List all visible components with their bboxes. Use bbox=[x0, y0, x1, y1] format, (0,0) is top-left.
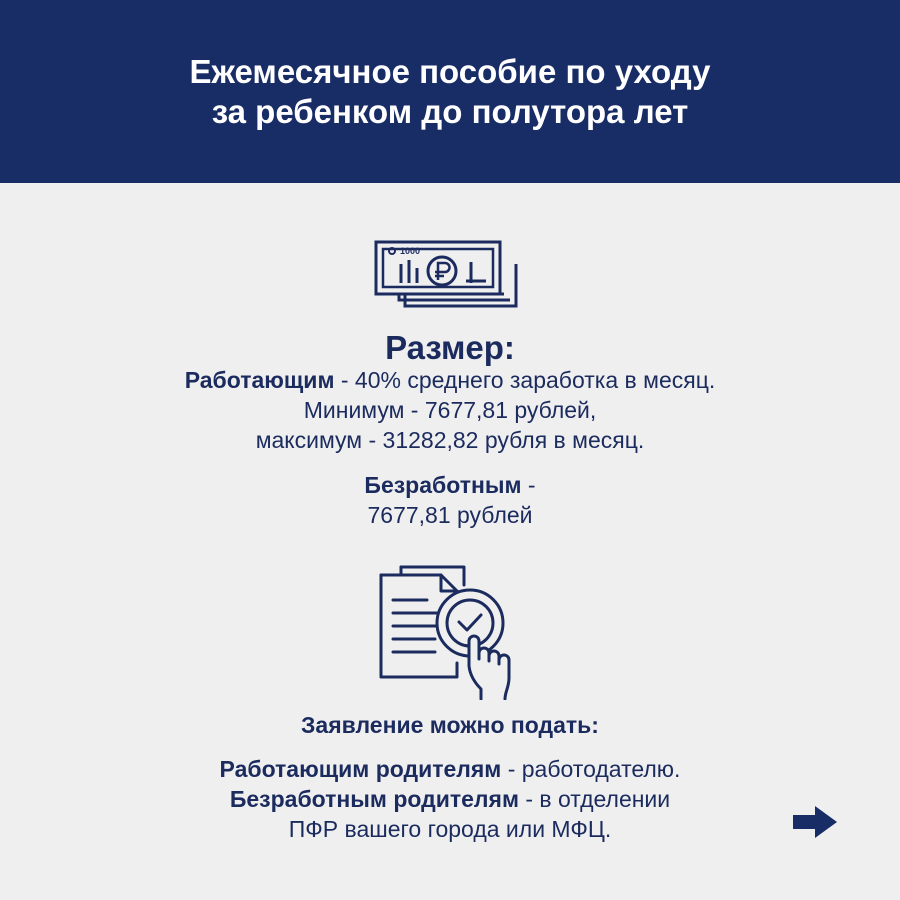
application-working-line bbox=[0, 754, 900, 784]
working-text: - 40% среднего заработка в месяц. bbox=[334, 367, 716, 393]
application-block bbox=[0, 754, 900, 844]
svg-text:1000: 1000 bbox=[400, 246, 421, 256]
header-banner bbox=[0, 0, 900, 183]
size-working-block bbox=[0, 365, 900, 455]
size-unemployed-value: 7677,81 рублей bbox=[367, 502, 533, 528]
working-parents-text: - работодателю. bbox=[501, 756, 681, 782]
unemployed-dash: - bbox=[521, 472, 536, 498]
arrow-right-icon[interactable] bbox=[793, 805, 837, 839]
unemployed-parents-text: - в отделении bbox=[518, 786, 671, 812]
size-min-line: Минимум - 7677,81 рублей, bbox=[303, 397, 597, 423]
working-parents-label: Работающим родителям bbox=[219, 756, 502, 782]
size-max-line: максимум - 31282,82 рубля в месяц. bbox=[255, 427, 645, 453]
unemployed-label: Безработным bbox=[364, 472, 522, 498]
size-unemployed-line bbox=[0, 470, 900, 500]
working-label: Работающим bbox=[184, 367, 335, 393]
unemployed-parents-label: Безработным родителям bbox=[229, 786, 519, 812]
document-check-hand-icon bbox=[377, 565, 525, 700]
size-unemployed-block bbox=[0, 470, 900, 530]
page-title-line-1: Ежемесячное пособие по уходу bbox=[189, 52, 711, 90]
size-working-line bbox=[0, 365, 900, 395]
page-title-line-2: за ребенком до полутора лет bbox=[211, 92, 689, 130]
application-unemployed-line bbox=[0, 784, 900, 814]
application-place-line: ПФР вашего города или МФЦ. bbox=[288, 816, 612, 842]
size-heading: Размер: bbox=[385, 329, 515, 366]
banknotes-ruble-icon bbox=[373, 238, 519, 310]
application-heading: Заявление можно подать: bbox=[301, 712, 599, 738]
